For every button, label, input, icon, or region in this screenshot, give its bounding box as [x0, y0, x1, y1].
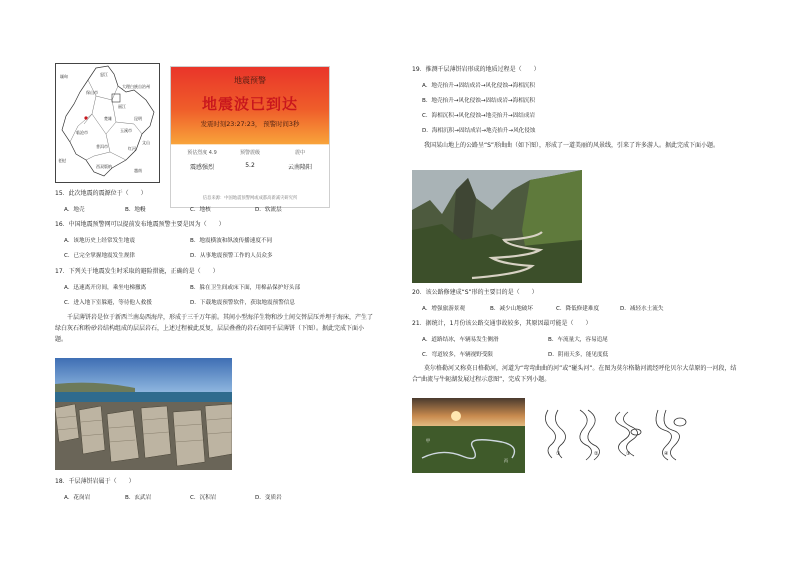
alert-col-header: 预估烈度 4.9	[187, 150, 217, 156]
meandering-river-photo	[412, 398, 525, 473]
question-20-option-c: C．降低修建难度	[556, 306, 600, 312]
question-17-option-d: D．下载地震预警软件，获取地震预警信息	[190, 300, 295, 306]
question-15-stem: 15．此次地震的震源位于（ ）	[55, 190, 147, 197]
map-label: 楚雄	[104, 116, 112, 121]
alert-col-value: 5.2	[245, 162, 255, 169]
map-label: 昆明	[134, 116, 142, 121]
alert-headline: 地震波已到达	[201, 95, 298, 113]
question-20-option-d: D．减轻水土流失	[620, 306, 664, 312]
river-passage: 莫尔格勒河又称莫日格勒河，河道为“弯弯曲曲的河”或“碰头河”。在图为莫尔格勒河流经呼伦贝尔大草原的一河段，结合“曲流与牛轭湖发展过程示意图”，完成下列小题。	[412, 365, 737, 383]
question-18-option-d: D．变质岩	[255, 495, 282, 501]
question-16-option-a: A．该地历史上经常发生地震	[64, 238, 135, 244]
question-15-option-c: C．地核	[190, 207, 211, 213]
question-17-option-b: B．躲在卫生间或床下面，用棉品保护好头部	[190, 285, 301, 291]
map-label: 丽江	[118, 104, 126, 109]
map-label: 西双版纳	[96, 164, 112, 169]
question-17-option-c: C．进入地下室躲避，等待他人救援	[64, 300, 152, 306]
question-20-stem: 20．该公路修建成“S”形的主要目的是（ ）	[412, 289, 538, 296]
map-label: 玉溪市	[120, 128, 132, 133]
photo-label-a: 甲	[426, 438, 430, 443]
alert-title: 地震预警	[234, 76, 266, 85]
question-18-option-b: B．玄武岩	[125, 495, 152, 501]
map-label: 保山市	[86, 90, 98, 95]
question-17-option-a: A．迅速离开房间，乘坐电梯撤离	[64, 285, 147, 291]
map-label: 临沧市	[76, 130, 88, 135]
map-label: 普洱市	[96, 144, 108, 149]
question-19-option-b: B．地壳抬升→风化侵蚀→固结成岩→海相沉积	[422, 98, 535, 104]
map-label: 大理白族自治州	[122, 84, 150, 89]
question-21-stem: 21．据统计，1月份该公路交通事故较多，其原因最可能是（ ）	[412, 320, 592, 327]
alert-col-value: 震感强烈	[189, 164, 214, 171]
question-20-option-b: B．减少山地破坏	[490, 306, 533, 312]
stage-label: ④	[664, 451, 669, 457]
alert-col-header: 震中	[294, 150, 305, 156]
question-21-option-b: B．车流量大，容易追尾	[548, 337, 608, 343]
photo-label-b: 丙	[504, 458, 508, 463]
question-16-option-c: C．已完全掌握地震发生规律	[64, 253, 136, 259]
question-15-option-a: A．地壳	[64, 207, 85, 213]
map-label: 文山	[142, 140, 150, 145]
question-18-stem: 18．千层薄饼岩属于（ ）	[55, 478, 135, 485]
question-20-option-a: A．增强旅游景观	[422, 306, 465, 312]
question-18-option-a: A．花岗岩	[64, 495, 91, 501]
question-16-stem: 16．中国地震预警网可以提前发布地震预警主要是因为（ ）	[55, 221, 225, 228]
alert-time: 发震时刻23:27:23， 预警时间3秒	[200, 120, 300, 128]
earthquake-alert-card	[170, 66, 330, 208]
question-15-option-b: B．地幔	[125, 207, 146, 213]
question-18-option-c: C．沉积岩	[190, 495, 217, 501]
pancake-rocks-photo	[55, 358, 232, 470]
question-21-option-c: C．弯道较多，车辆视野受限	[422, 352, 494, 358]
pancake-rocks-passage: 千层薄饼岩是位于新西兰南岛西海岸，形成于三千万年前。其间小型海洋生物和沙土间交替层压并埋于海床，产生了绿白灰石和粉砂岩结构组成的层层岩石，上述过程被此反复，层层叠叠的岩石如同千层薄饼（下图）。据此完成下面小题。	[55, 314, 374, 343]
stage-label: ③	[626, 451, 631, 457]
alert-source-note: 信息来源：中国地震预警网或成都高新减灾研究所	[202, 196, 298, 201]
question-15-option-d: D．软流层	[255, 207, 282, 213]
question-19-option-c: C．海相沉积→风化侵蚀→地壳抬升→固结成岩	[422, 113, 536, 119]
question-16-option-b: B．地震横波和纵波传播速度不同	[190, 238, 273, 244]
stage-label: ②	[594, 451, 599, 457]
map-label: 老挝	[58, 158, 66, 163]
question-21-option-d: D．阴雨天多，能见度低	[548, 352, 609, 358]
question-19-stem: 19．推测千层薄饼岩形成的地质过程是（ ）	[412, 66, 540, 73]
meander-oxbow-diagram	[540, 406, 690, 468]
map-label: 红河	[128, 146, 136, 151]
question-19-option-d: D．海相沉积→固结成岩→地壳抬升→风化侵蚀	[422, 128, 536, 134]
map-label: 怒江	[100, 72, 108, 77]
question-17-stem: 17．下列关于地震发生时采取的避险措施，正确的是（ ）	[55, 268, 219, 275]
earthquake-location-map	[55, 63, 160, 183]
stage-label: ①	[556, 451, 561, 457]
question-16-option-d: D．从事地震预警工作的人员众多	[190, 253, 273, 259]
map-label: 缅甸	[60, 74, 68, 79]
question-21-option-a: A．道路结冰，车辆易发生侧滑	[422, 337, 499, 343]
winding-road-photo	[412, 170, 582, 283]
road-passage: 我国某山地上的公路呈“S”形曲曲（如下图），形成了一道美丽的风景线，引来了许多游人。据此完成下面小题。	[424, 142, 720, 149]
question-19-option-a: A．地壳抬升→固结成岩→风化侵蚀→海相沉积	[422, 83, 535, 89]
map-label: 越南	[134, 168, 142, 173]
alert-col-header: 预警震级	[239, 150, 260, 156]
alert-col-value: 云南隆阳	[287, 164, 312, 171]
